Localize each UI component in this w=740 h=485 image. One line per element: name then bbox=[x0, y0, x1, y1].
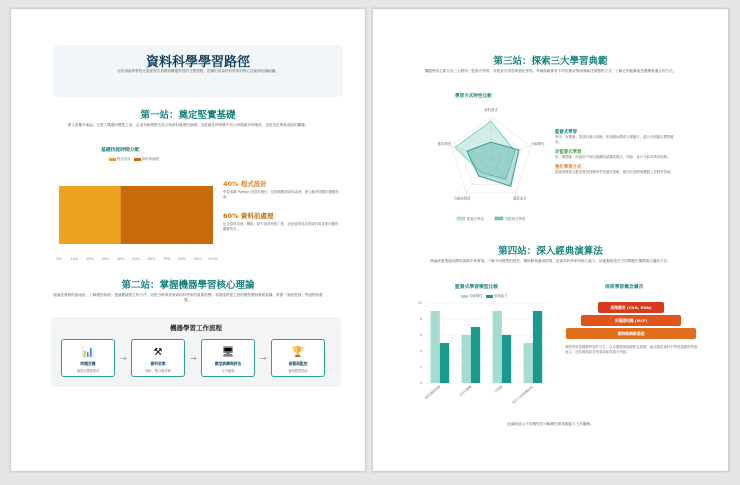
radar-axis-label: 可解釋性 bbox=[530, 141, 545, 146]
x-tick-label: 70% bbox=[163, 257, 171, 261]
station1-heading: 第一站：奠定堅實基礎 bbox=[140, 110, 236, 121]
radar-axis-label: 資料需求 bbox=[484, 108, 498, 112]
y-tick-label: 8 bbox=[419, 317, 422, 321]
legend-item-programming: 程式設計 bbox=[109, 157, 131, 161]
item-title: 強化學習方式 bbox=[555, 165, 582, 170]
x-tick-label: 50% bbox=[132, 257, 140, 261]
chart-footnote: 此圖表展示不同模型在可解釋性與預測能力上的權衡。 bbox=[507, 422, 594, 426]
pyramid-level-middle: 多層感知機 (MLP) bbox=[581, 315, 681, 326]
y-tick-label: 6 bbox=[419, 333, 422, 337]
x-tick-label: 決策樹 bbox=[493, 384, 504, 394]
x-tick-label: 10% bbox=[70, 257, 79, 261]
bar-0-1 bbox=[440, 343, 449, 383]
learning-type-item bbox=[555, 149, 675, 160]
learning-style-radar bbox=[421, 99, 561, 229]
station2-text: 理論是實踐的指南針。了解模型原理，透過數據建立的方法，這是分辨專案與資料科學家的重要指標。本階段將建立您的模型開發系統架構，掌握『流程思維』等流程的重點。 bbox=[53, 293, 323, 303]
arrow-icon: → bbox=[120, 354, 127, 363]
radar-title: 學習方式特性比較 bbox=[455, 94, 492, 99]
document-page-1 bbox=[10, 8, 366, 472]
radar-legend-swatch bbox=[495, 217, 503, 220]
x-tick-label: 0% bbox=[56, 257, 62, 261]
monitor-icon: 🖥 bbox=[221, 347, 235, 358]
bar-2-0 bbox=[493, 311, 502, 383]
x-tick-label: 40% bbox=[116, 257, 125, 261]
legend-item-preprocessing: 資料前處理 bbox=[134, 157, 159, 161]
callout1-text: 學習承載 Python 的資料操作、控制與數據資料處理，建立解決問題的邏輯思維。 bbox=[223, 190, 339, 199]
callout2-title: 60% 資料前處理 bbox=[223, 212, 274, 220]
callout2-text: 包含資料清理、轉換、缺失值與特徵工程，這是確保高品質資料與重要步驟的關鍵所在。 bbox=[223, 222, 339, 231]
x-tick-label: 30% bbox=[101, 257, 109, 261]
y-tick-label: 4 bbox=[419, 349, 422, 353]
x-tick-label: 支持向量機 bbox=[458, 384, 473, 398]
callout1-title: 40% 程式設計 bbox=[223, 180, 267, 188]
bar-3-0 bbox=[524, 343, 533, 383]
chart-icon: 📊 bbox=[81, 347, 95, 358]
learning-type-item bbox=[555, 129, 675, 145]
arrow-icon: → bbox=[190, 354, 197, 363]
y-tick-label: 10 bbox=[417, 301, 422, 305]
x-tick-label: 20% bbox=[86, 257, 94, 261]
station3-text: 機器學習主要分為三大類別：監督式學習、非監督式學習與強化學習。每種典範都有不同的應用情境與解決問題的方式，了解它們能幫助您選擇最適合的方法。 bbox=[424, 69, 677, 73]
radar-axis-label: 自動化程度 bbox=[453, 196, 471, 201]
y-tick-label: 0 bbox=[419, 381, 422, 385]
item-text: 利用「有標籤」的資料進行訓練，如預測房價或分類圖片，適合有明確目標的應用。 bbox=[555, 135, 674, 144]
bar-1-1 bbox=[471, 327, 480, 383]
x-tick-label: 100% bbox=[208, 257, 218, 261]
legend-item-prediction: 預測能力 bbox=[486, 294, 508, 298]
bar-1-0 bbox=[462, 335, 471, 383]
y-tick-label: 2 bbox=[419, 365, 422, 369]
workflow-step-1 bbox=[61, 339, 115, 377]
page-title: 資料科學學習路徑 bbox=[145, 55, 250, 70]
workflow-step-3 bbox=[201, 339, 255, 377]
title-card bbox=[53, 45, 343, 97]
model-comparison-chart bbox=[413, 299, 553, 409]
radar-axis-label: 應用廣度 bbox=[437, 141, 452, 146]
step-label: 資料收集 bbox=[150, 361, 166, 366]
skill-time-chart bbox=[51, 164, 221, 264]
radar-legend-label: 監督式學習 bbox=[467, 217, 484, 221]
trophy-icon: 🏆 bbox=[291, 347, 305, 358]
item-title: 非監督式學習 bbox=[555, 150, 582, 155]
document-page-2 bbox=[372, 8, 729, 472]
learning-types-list bbox=[555, 129, 675, 175]
item-text: 透過與環境互動並獲得回饋來學習最佳策略，應用於遊戲與機器人控制等領域。 bbox=[555, 170, 674, 174]
item-title: 監督式學習 bbox=[555, 130, 577, 135]
pyramid-text: 深度學習是機器學習的分支，以多層類神經網路為基礎，能自動從資料中學習複雜的特徵表示，在影像與語音等領域取得重大突破。 bbox=[565, 345, 698, 354]
pyramid-title: 深度學習概念層次 bbox=[605, 285, 644, 290]
arrow-icon: → bbox=[260, 354, 267, 363]
skill-chart-legend bbox=[109, 156, 159, 161]
radar-axis-label: 運算成本 bbox=[513, 196, 527, 201]
x-tick-label: 集成方法(隨機森林) bbox=[511, 384, 535, 405]
workflow-step-4 bbox=[271, 339, 325, 377]
learning-type-item bbox=[555, 164, 675, 175]
bar-programming bbox=[59, 186, 121, 244]
x-tick-label: 60% bbox=[147, 257, 156, 261]
tools-icon: ⚒ bbox=[153, 347, 163, 358]
step-sub: 確保模型效能 bbox=[288, 369, 308, 373]
station4-heading: 第四站：深入經典演算法 bbox=[498, 246, 603, 257]
model-chart-title: 監督式學習模型比較 bbox=[455, 285, 499, 290]
station1-text: 萬丈高樓平地起。在進入機器的模型之前，必須先紮穩程式語言與資料處理的基礎。這是讓你得學費中投入時間最多的階段，也是決定專案成敗的關鍵。 bbox=[67, 123, 309, 127]
step-sub: 爬取、整合與清理 bbox=[145, 369, 171, 373]
station2-heading: 第二站：掌握機器學習核心理論 bbox=[121, 280, 255, 291]
legend-item-interpretability: 可解釋性 bbox=[461, 294, 483, 298]
step-label: 部署與監控 bbox=[288, 361, 308, 366]
pyramid-level-top: 高階應用 (CNN, RNN) bbox=[598, 302, 664, 313]
bar-preprocessing bbox=[121, 186, 213, 244]
pyramid-level-base: 類神經網路基礎 bbox=[566, 328, 696, 339]
item-text: 從「無標籤」的資料中找出隱藏的結構或模式，例如：客戶分群或異常偵測。 bbox=[555, 155, 671, 159]
x-tick-label: 線性/邏輯迴歸 bbox=[424, 384, 442, 400]
x-tick-label: 80% bbox=[178, 257, 186, 261]
model-chart-legend bbox=[461, 293, 507, 298]
x-tick-label: 90% bbox=[193, 257, 202, 261]
bar-3-1 bbox=[533, 311, 542, 383]
step-sub: 確認目標與需求 bbox=[76, 369, 100, 373]
skill-chart-title: 基礎技能時間分配 bbox=[101, 148, 140, 153]
station3-heading: 第三站：探索三大學習典範 bbox=[493, 56, 608, 67]
bar-0-0 bbox=[431, 311, 440, 383]
step-label: 模型訓練與評估 bbox=[214, 361, 242, 366]
bar-2-1 bbox=[502, 335, 511, 383]
workflow-step-2 bbox=[131, 339, 185, 377]
radar-legend-swatch bbox=[457, 217, 465, 220]
station4-text: 理論需要透過具體的演算法來實現。了解不同模型的特性、優缺點與適用情境，是資料科學家的核心能力，這能幫助您在不同問題中選擇最合適的方法。 bbox=[430, 259, 671, 263]
step-label: 問題定義 bbox=[80, 361, 96, 366]
radar-legend-label: 非監督式學習 bbox=[505, 217, 526, 221]
intro-text: 這份指南將帶您走過從程式基礎到機器學習的完整旅程，提煉出星資料科學家的核心技能與知識地圖。 bbox=[117, 69, 279, 73]
radar-series-2 bbox=[467, 142, 519, 186]
workflow-title: 機器學習工作流程 bbox=[170, 324, 222, 332]
step-sub: 交叉驗證 bbox=[221, 369, 235, 373]
